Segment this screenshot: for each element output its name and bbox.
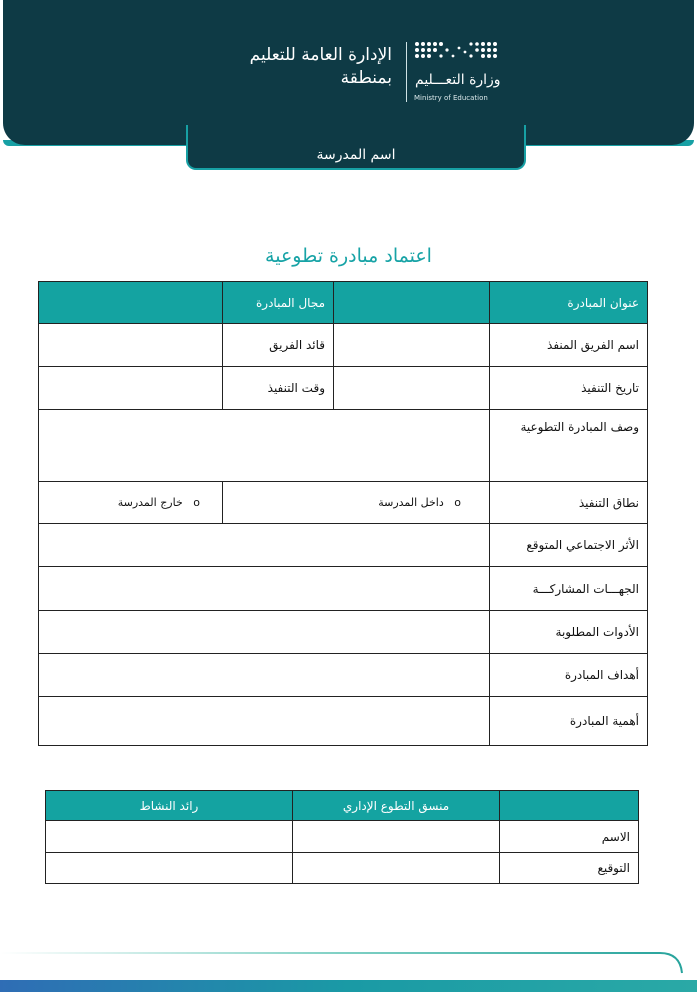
team-leader-label: قائد الفريق xyxy=(223,324,334,367)
exec-date-value[interactable] xyxy=(334,367,490,410)
coordinator-signature-value[interactable] xyxy=(293,853,500,884)
form-header-row xyxy=(39,282,648,324)
team-leader-value[interactable] xyxy=(39,324,223,367)
team-name-label: اسم الفريق المنفذ xyxy=(490,324,648,367)
signature-corner-cell xyxy=(500,791,639,821)
exec-date-label: تاريخ التنفيذ xyxy=(490,367,648,410)
social-impact-label: الأثر الاجتماعي المتوقع xyxy=(490,524,648,567)
description-value[interactable] xyxy=(39,410,490,482)
description-label: وصف المبادرة التطوعية xyxy=(490,410,648,482)
leader-signature-value[interactable] xyxy=(46,853,293,884)
initiative-title-label: عنوان المبادرة xyxy=(490,282,648,324)
table-row xyxy=(39,482,648,524)
table-row xyxy=(39,324,648,367)
radio-icon: o xyxy=(193,496,200,509)
initiative-field-label: مجال المبادرة xyxy=(223,282,334,324)
initiative-form-table xyxy=(38,281,648,746)
footer-decoration xyxy=(0,940,697,1000)
table-row xyxy=(39,410,648,482)
coordinator-header: منسق التطوع الإداري xyxy=(293,791,500,821)
table-row xyxy=(39,567,648,611)
logo-english-text: Ministry of Education xyxy=(414,94,488,102)
table-row xyxy=(46,821,639,853)
initiative-field-value[interactable] xyxy=(39,282,223,324)
page-title: اعتماد مبادرة تطوعية xyxy=(265,245,432,267)
table-row xyxy=(46,853,639,884)
goals-label: أهداف المبادرة xyxy=(490,654,648,697)
importance-value[interactable] xyxy=(39,697,490,746)
ministry-logo xyxy=(411,38,511,110)
importance-label: أهمية المبادرة xyxy=(490,697,648,746)
logo-arabic-text: وزارة التعـــليم xyxy=(415,72,501,88)
partners-label: الجهـــات المشاركـــة xyxy=(490,567,648,611)
initiative-title-value[interactable] xyxy=(334,282,490,324)
partners-value[interactable] xyxy=(39,567,490,611)
exec-time-value[interactable] xyxy=(39,367,223,410)
signature-label: التوقيع xyxy=(500,853,639,884)
table-row xyxy=(39,611,648,654)
table-row xyxy=(39,697,648,746)
signature-header-row xyxy=(46,791,639,821)
table-row xyxy=(39,367,648,410)
tools-value[interactable] xyxy=(39,611,490,654)
exec-time-label: وقت التنفيذ xyxy=(223,367,334,410)
coordinator-name-value[interactable] xyxy=(293,821,500,853)
radio-icon: o xyxy=(454,496,461,509)
school-name: اسم المدرسة xyxy=(316,147,396,163)
outside-school-option[interactable]: o خارج المدرسة xyxy=(39,482,223,524)
header-banner xyxy=(3,0,694,145)
name-label: الاسم xyxy=(500,821,639,853)
school-name-tab xyxy=(186,125,526,170)
logo-divider xyxy=(406,42,407,102)
table-row xyxy=(39,524,648,567)
activity-leader-header: رائد النشاط xyxy=(46,791,293,821)
scope-label: نطاق التنفيذ xyxy=(490,482,648,524)
leader-name-value[interactable] xyxy=(46,821,293,853)
signature-table xyxy=(45,790,639,884)
team-name-value[interactable] xyxy=(334,324,490,367)
social-impact-value[interactable] xyxy=(39,524,490,567)
inside-school-option[interactable]: o داخل المدرسة xyxy=(223,482,490,524)
table-row xyxy=(39,654,648,697)
tools-label: الأدوات المطلوبة xyxy=(490,611,648,654)
goals-value[interactable] xyxy=(39,654,490,697)
admin-title: الإدارة العامة للتعليم بمنطقة xyxy=(249,45,392,88)
logo-dots-icon xyxy=(411,38,501,68)
